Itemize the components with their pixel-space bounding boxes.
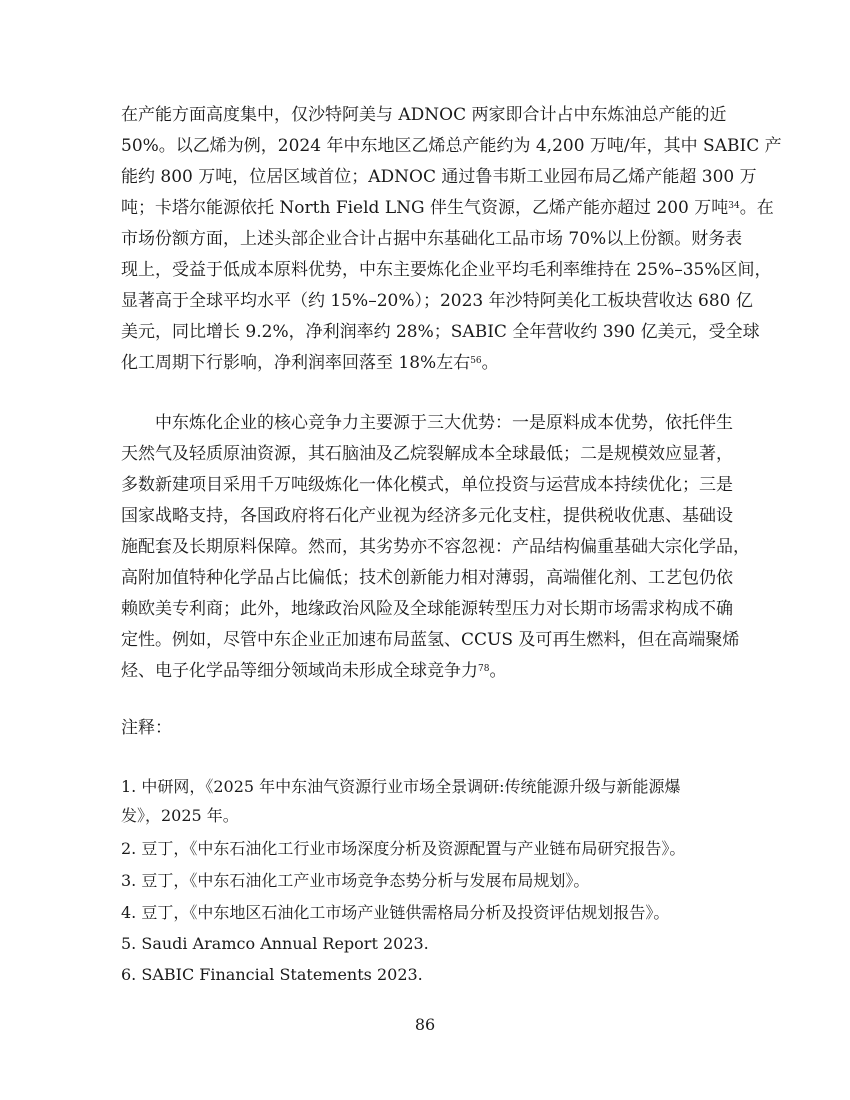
paragraph-line: 天然气及轻质原油资源，其石脑油及乙烷裂解成本全球最低；二是规模效应显著， (121, 444, 733, 464)
notes-heading: 注释： (121, 718, 172, 738)
note-item: 2. 豆丁，《中东石油化工行业市场深度分析及资源配置与产业链布局研究报告》。 (121, 839, 686, 858)
note-item: 6. SABIC Financial Statements 2023. (121, 965, 423, 984)
paragraph-line: 现上，受益于低成本原料优势，中东主要炼化企业平均毛利率维持在 25%–35%区间， (121, 260, 772, 280)
paragraph-line: 市场份额方面，上述头部企业合计占据中东基础化工品市场 70%以上份额。财务表 (121, 229, 743, 249)
footnote-ref: 78 (478, 664, 490, 674)
paragraph-line: 施配套及长期原料保障。然而，其劣势亦不容忽视：产品结构偏重基础大宗化学品， (121, 537, 750, 557)
note-item: 1. 中研网，《2025 年中东油气资源行业市场全景调研:传统能源升级与新能源爆 (121, 777, 681, 796)
paragraph-line: 化工周期下行影响，净利润率回落至 18%左右$^{56}$。 (121, 353, 499, 373)
note-item: 发》，2025 年。 (121, 806, 239, 825)
paragraph-line: 美元，同比增长 9.2%，净利润率约 28%；SABIC 全年营收约 390 亿美元，受全球 (121, 322, 760, 342)
paragraph-line: 能约 800 万吨，位居区域首位；ADNOC 通过鲁韦斯工业园布局乙烯产能超 300 万 (121, 167, 757, 187)
paragraph-line: 显著高于全球平均水平（约 15%–20%）；2023 年沙特阿美化工板块营收达 680 亿 (121, 291, 753, 311)
paragraph-line: 50%。以乙烯为例，2024 年中东地区乙烯总产能约为 4,200 万吨/年，其中 SABIC 产 (121, 136, 782, 156)
note-item: 5. Saudi Aramco Annual Report 2023. (121, 934, 429, 953)
paragraph-line: 中东炼化企业的核心竞争力主要源于三大优势：一是原料成本优势，依托伴生 (155, 413, 733, 433)
paragraph-line: 定性。例如，尽管中东企业正加速布局蓝氢、CCUS 及可再生燃料，但在高端聚烯 (121, 630, 740, 650)
paragraph-line: 在产能方面高度集中，仅沙特阿美与 ADNOC 两家即合计占中东炼油总产能的近 (121, 105, 727, 125)
note-item: 4. 豆丁，《中东地区石油化工市场产业链供需格局分析及投资评估规划报告》。 (121, 903, 670, 922)
paragraph-line: 赖欧美专利商；此外，地缘政治风险及全球能源转型压力对长期市场需求构成不确 (121, 599, 733, 619)
note-item: 3. 豆丁，《中东石油化工产业市场竞争态势分析与发展布局规划》。 (121, 871, 590, 890)
footnote-ref: 34 (728, 201, 740, 211)
paragraph-line: 国家战略支持，各国政府将石化产业视为经济多元化支柱，提供税收优惠、基础设 (121, 506, 733, 526)
page-number: 86 (414, 1015, 436, 1034)
footnote-ref: 56 (470, 356, 482, 366)
paragraph-line: 多数新建项目采用千万吨级炼化一体化模式，单位投资与运营成本持续优化；三是 (121, 475, 733, 495)
paragraph-line: 吨；卡塔尔能源依托 North Field LNG 伴生气资源，乙烯产能亦超过 200 万吨$^{34}$。在 (121, 198, 774, 218)
paragraph-line: 烃、电子化学品等细分领域尚未形成全球竞争力$^{78}$。 (121, 661, 507, 681)
paragraph-line: 高附加值特种化学品占比偏低；技术创新能力相对薄弱，高端催化剂、工艺包仍依 (121, 568, 733, 588)
